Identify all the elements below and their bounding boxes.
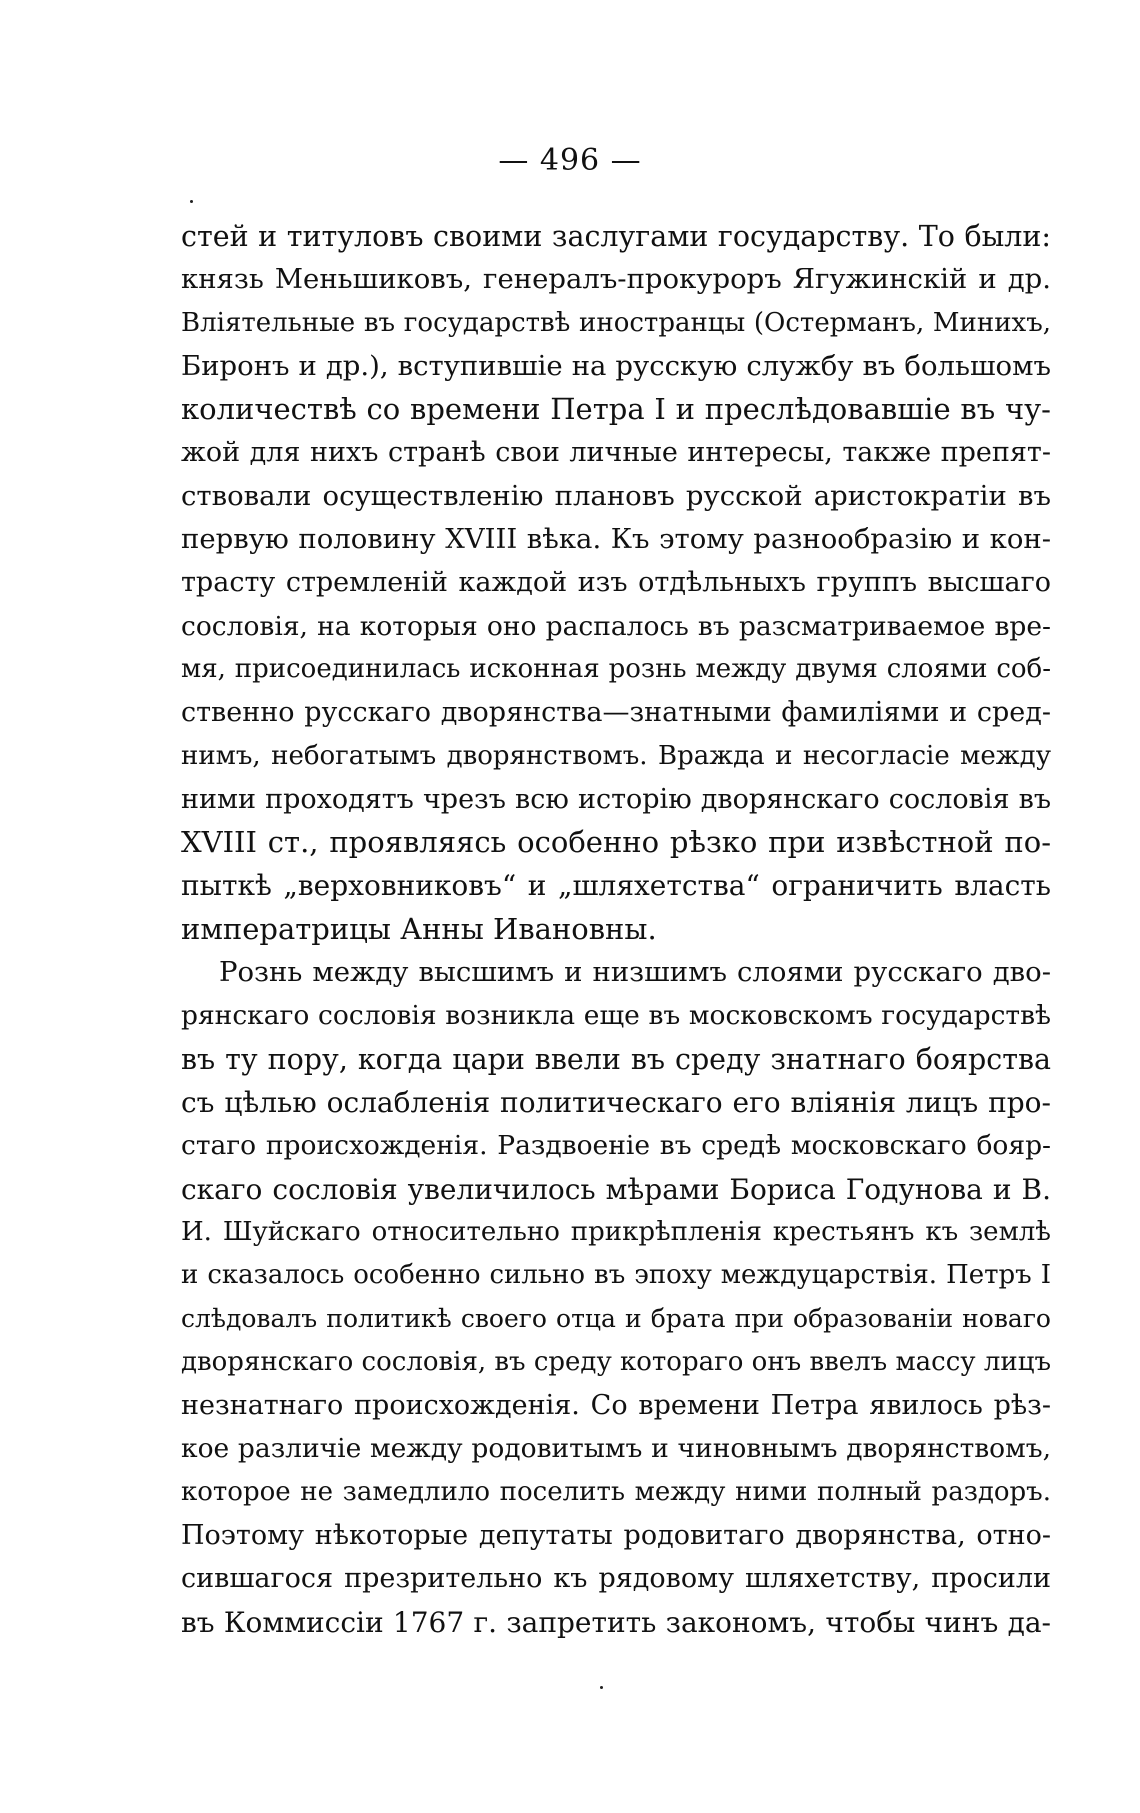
body-text: [181, 215, 1051, 1644]
text-line: въ ту пору, когда цари ввели въ среду знатнаго боярства: [181, 1042, 1051, 1076]
text-line: кое различіе между родовитымъ и чиновнымъ дворянствомъ,: [181, 1433, 1051, 1465]
text-line: нимъ, небогатымъ дворянствомъ. Вражда и несогласіе между: [181, 740, 1051, 771]
text-line: пыткѣ „верховниковъ“ и „шляхетства“ ограничить власть: [181, 869, 1051, 903]
paragraph-2: [181, 951, 1051, 1644]
text-line: количествѣ со времени Петра I и преслѣдовавшіе въ чу-: [181, 392, 1051, 427]
text-line: стаго происхожденія. Раздвоеніе въ средѣ московскаго бояр-: [181, 1130, 1051, 1162]
text-line: императрицы Анны Ивановны.: [181, 911, 657, 946]
text-line: жой для нихъ странѣ свои личные интересы, также препят-: [181, 437, 1051, 469]
text-line: Биронъ и др.), вступившіе на русскую службу въ большомъ: [181, 349, 1051, 382]
text-line: XVIII ст., проявляясь особенно рѣзко при извѣстной по-: [181, 825, 1051, 860]
text-line: дворянскаго сословія, въ среду котораго онъ ввелъ массу лицъ: [181, 1346, 1051, 1377]
text-line: сившагося презрительно къ рядовому шляхетству, просили: [181, 1563, 1051, 1595]
text-line: Рознь между высшимъ и низшимъ слоями русскаго дво-: [219, 956, 1051, 989]
text-line: сословія, на которыя оно распалось въ разсматриваемое вре-: [181, 610, 1051, 642]
text-line: первую половину XVIII вѣка. Къ этому разнообразію и кон-: [181, 523, 1051, 556]
text-line: Поэтому нѣкоторые депутаты родовитаго дворянства, отно-: [181, 1519, 1051, 1551]
text-line: князь Меньшиковъ, генералъ-прокуроръ Ягужинскій и др.: [181, 263, 1051, 296]
text-line: стей и титуловъ своими заслугами государству. То были:: [181, 220, 1051, 253]
text-line: слѣдовалъ политикѣ своего отца и брата при образованіи новаго: [181, 1304, 1051, 1334]
text-line: ними проходятъ чрезъ всю исторію дворянскаго сословія въ: [181, 783, 1051, 815]
text-line: трасту стремленій каждой изъ отдѣльныхъ группъ высшаго: [181, 567, 1051, 599]
text-line: съ цѣлью ослабленія политическаго его вліянія лицъ про-: [181, 1085, 1051, 1119]
text-line: ственно русскаго дворянства—знатными фамиліями и сред-: [181, 697, 1051, 729]
text-line: скаго сословія увеличилось мѣрами Бориса Годунова и В.: [181, 1172, 1051, 1206]
text-line: незнатнаго происхожденія. Со времени Петра явилось рѣз-: [181, 1390, 1051, 1422]
text-line: мя, присоединилась исконная рознь между двумя слоями соб-: [181, 653, 1051, 684]
text-line: ствовали осуществленію плановъ русской аристократіи въ: [181, 479, 1051, 512]
text-line: которое не замедлило поселить между ними полный раздоръ.: [181, 1476, 1051, 1507]
paragraph-1: [181, 215, 1051, 951]
print-speck: [190, 200, 193, 203]
text-line: Влiятельные въ государствѣ иностранцы (Остерманъ, Минихъ,: [181, 307, 1051, 338]
text-line: рянскаго сословія возникла еще въ московскомъ государствѣ: [181, 1000, 1051, 1032]
text-line: въ Коммиссіи 1767 г. запретить закономъ, чтобы чинъ да-: [181, 1605, 1051, 1639]
print-speck: [600, 1686, 603, 1689]
text-line: И. Шуйскаго относительно прикрѣпленія крестьянъ къ землѣ: [181, 1216, 1051, 1247]
page-number: — 496 —: [498, 143, 642, 178]
text-line: и сказалось особенно сильно въ эпоху междуцарствія. Петръ I: [181, 1260, 1051, 1291]
